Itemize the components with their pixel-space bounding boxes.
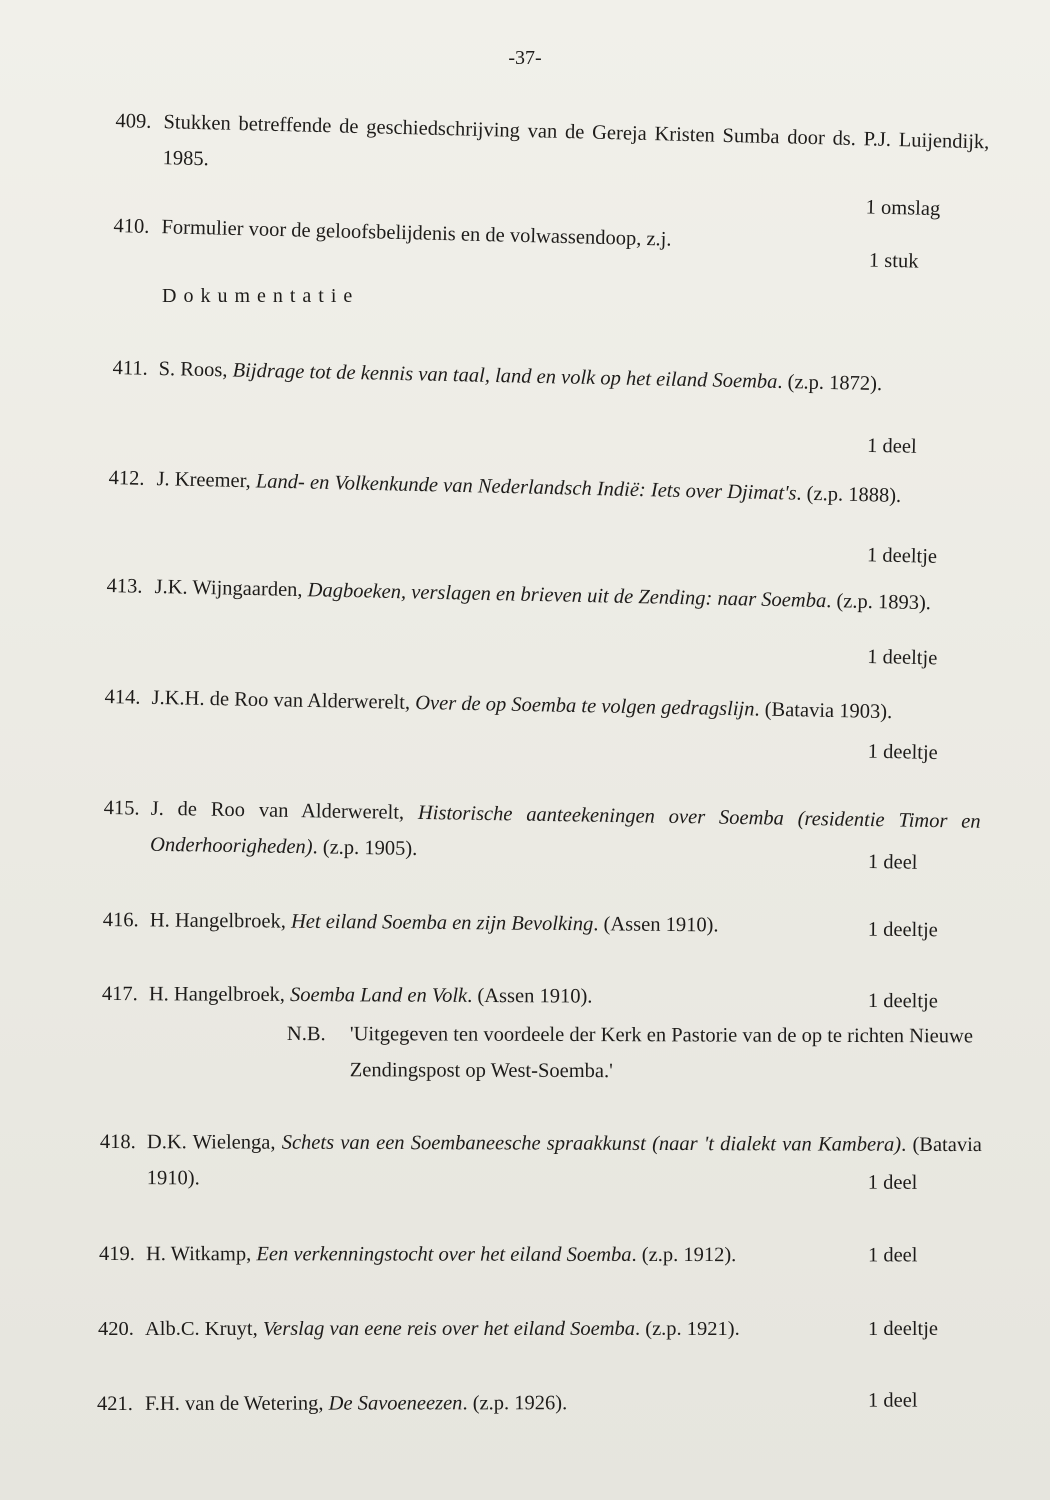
entry-amount: 1 deeltje [867,645,938,670]
entry-author: H. Hangelbroek, [149,909,292,933]
entry-amount: 1 deel [867,1171,918,1194]
entry-number: 411. [112,356,148,380]
entry-413 [106,568,987,670]
entry-416 [102,902,983,942]
entry-number: 417. [101,982,138,1006]
entry-author: J.K.H. de Roo van Alderwerelt, [151,686,416,714]
entry-number: 415. [103,796,140,820]
entry-publication: . (z.p. 1893). [825,590,932,615]
entry-415 [103,790,984,874]
entry-author: J. de Roo van Alderwerelt, [150,797,419,824]
entry-title: Verslag van eene reis over het eiland Soemba [262,1318,635,1340]
entry-publication: . (z.p. 1926). [462,1392,568,1415]
entry-author: S. Roos, [158,357,233,382]
entry-number: 413. [106,574,143,598]
entry-amount: 1 deeltje [867,918,938,942]
entry-author: J. Kreemer, [156,468,257,493]
entry-text: Stukken betreffende de geschiedschrijving van de Gereja Kristen Sumba door ds. P.J. Luijendijk, 1985. [162,111,990,171]
entry-title: Soemba Land en Volk [290,983,468,1007]
entry-title: Schets van een Soembaneesche spraakkunst (naar 't dialekt van Kambera) [281,1131,902,1156]
entry-number: 420. [98,1318,134,1340]
entry-publication: . (z.p. 1872). [777,370,883,396]
entry-publication: . (Batavia 1903). [754,698,893,724]
entry-author: F.H. van de Wetering, [145,1392,329,1415]
entry-publication: . (Assen 1910). [593,913,719,937]
entry-amount: 1 deeltje [868,1318,939,1340]
entry-author: Alb.C. Kruyt, [145,1318,263,1340]
entry-amount: 1 deeltje [866,544,938,568]
entry-number: 416. [102,908,139,932]
entry-number: 414. [104,685,141,709]
entry-number: 418. [99,1131,136,1154]
entry-number: 421. [97,1392,133,1415]
entry-author: H. Hangelbroek, [148,983,291,1006]
entry-amount: 1 stuk [868,249,919,273]
entry-414 [104,679,985,764]
entry-number: 419. [98,1243,135,1266]
entry-publication: . (z.p. 1905). [312,836,418,860]
section-title: Dokumentatie [162,285,360,307]
entry-publication: . (z.p. 1921). [635,1318,740,1340]
entry-418 [99,1124,985,1194]
entry-410 [113,208,994,273]
entry-title: Bijdrage tot de kennis van taal, land en volk op het eiland Soemba [232,359,778,393]
entry-author: H. Witkamp, [145,1243,257,1266]
entry-number: 412. [108,466,145,490]
entry-author: D.K. Wielenga, [146,1131,282,1154]
entry-amount: 1 deel [867,851,918,874]
entry-amount: 1 omslag [865,196,941,221]
entry-text: Formulier voor de geloofsbelijdenis en de volwassendoop, z.j. [161,216,672,251]
entry-title: Historische aanteekeningen over Soemba (residentie Timor en Onderhoorigheden) [149,801,981,859]
note-label: N.B. [286,1022,326,1046]
entry-amount: 1 deel [866,434,917,458]
entry-title: Het eiland Soemba en zijn Bevolking [290,910,594,936]
entry-412 [108,460,989,568]
entry-amount: 1 deel [868,1389,918,1412]
entry-amount: 1 deeltje [867,990,938,1013]
entry-409 [115,103,996,221]
entry-421 [97,1384,977,1415]
entry-number: 409. [115,109,152,133]
entry-411 [112,350,983,458]
page-number: -37- [508,47,542,69]
entry-417 [101,976,982,1013]
entry-publication: . (Assen 1910). [467,984,593,1008]
entry-title: De Savoeneezen [328,1392,463,1415]
entry-title: Over de op Soemba te volgen gedragslijn [414,691,755,721]
entry-author: J.K. Wijngaarden, [154,576,308,602]
entry-publication: . (Batavia 1910). [146,1133,982,1190]
entry-publication: . (z.p. 1912). [631,1243,737,1267]
entry-amount: 1 deeltje [867,740,938,764]
note-text: 'Uitgegeven ten voordeele der Kerk en Pastorie van de op te richten Nieuwe Zendingspost op West-Soemba.' [349,1023,973,1083]
entry-419 [98,1236,979,1267]
entry-publication: . (z.p. 1888). [796,482,902,507]
entry-number: 410. [113,214,150,238]
entry-amount: 1 deel [867,1244,918,1267]
entry-title: Dagboeken, verslagen en brieven uit de Zending: naar Soemba [307,579,827,613]
entry-title: Een verkenningstocht over het eiland Soemba [256,1243,632,1266]
entry-title: Land- en Volkenkunde van Nederlandsch Indië: Iets over Djimat's [255,470,797,505]
